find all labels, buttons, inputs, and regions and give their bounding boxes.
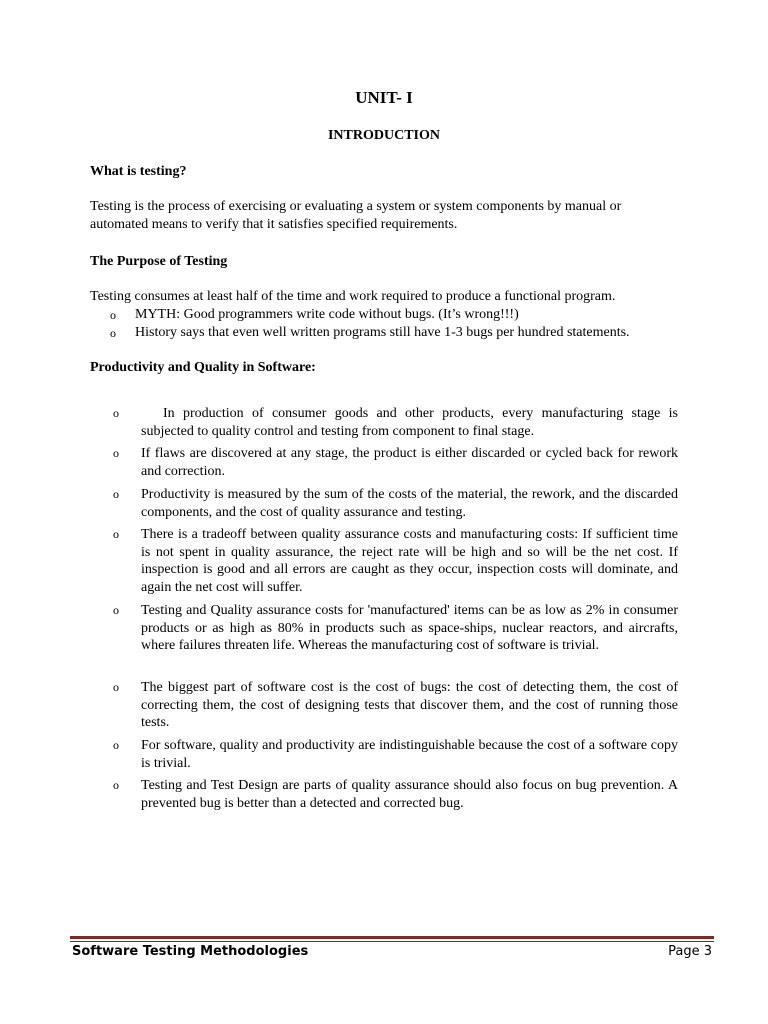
unit-title: UNIT- I bbox=[355, 88, 413, 107]
bullet-marker-icon: o bbox=[113, 778, 119, 792]
bullet-marker-icon: o bbox=[110, 308, 116, 322]
list-item bbox=[113, 526, 678, 596]
bullet-marker-icon: o bbox=[113, 527, 119, 541]
list-item bbox=[90, 324, 690, 342]
list-item bbox=[90, 306, 690, 324]
paragraph-testing-definition: Testing is the process of exercising or evaluating a system or system components by manual or automated means to verify that it satisfies specified requirements. bbox=[90, 199, 622, 232]
heading-purpose-of-testing: The Purpose of Testing bbox=[90, 254, 228, 269]
list-item-text: If flaws are discovered at any stage, the product is either discarded or cycled back for rework and correction. bbox=[141, 446, 678, 479]
list-item bbox=[113, 486, 678, 521]
list-item-text: MYTH: Good programmers write code without bugs. (It’s wrong!!!) bbox=[135, 307, 519, 322]
bullet-marker-icon: o bbox=[113, 738, 119, 752]
list-item bbox=[113, 679, 678, 732]
footer-divider-thin bbox=[70, 941, 714, 942]
list-item bbox=[113, 777, 678, 812]
bullet-marker-icon: o bbox=[113, 446, 119, 460]
bullet-marker-icon: o bbox=[110, 326, 116, 340]
bullet-marker-icon: o bbox=[113, 603, 119, 617]
heading-productivity-quality: Productivity and Quality in Software: bbox=[90, 360, 316, 375]
footer-page-number: Page 3 bbox=[668, 944, 712, 959]
list-item bbox=[113, 445, 678, 480]
list-item-text: Testing and Test Design are parts of quality assurance should also focus on bug prevention. A prevented bug is better than a detected and corrected bug. bbox=[141, 778, 678, 811]
chapter-title: INTRODUCTION bbox=[327, 128, 440, 143]
bullet-marker-icon: o bbox=[113, 680, 119, 694]
list-item-text: The biggest part of software cost is the cost of bugs: the cost of detecting them, the cost of correcting them, the cost of designing tests that discover them, and the cost of running those tests. bbox=[141, 680, 678, 730]
footer-document-title: Software Testing Methodologies bbox=[72, 944, 309, 959]
bullet-marker-icon: o bbox=[113, 487, 119, 501]
list-item bbox=[113, 405, 678, 440]
list-item bbox=[113, 737, 678, 772]
heading-what-is-testing: What is testing? bbox=[90, 164, 187, 179]
bullet-marker-icon: o bbox=[113, 406, 119, 420]
list-item-text: In production of consumer goods and other products, every manufacturing stage is subjected to quality control and testing from component to final stage. bbox=[141, 406, 678, 439]
purpose-bullet-list bbox=[90, 306, 690, 342]
list-item-text: Testing and Quality assurance costs for 'manufactured' items can be as low as 2% in consumer products or as high as 80% in products such as space-ships, nuclear reactors, and aircrafts, where failures threaten life. Whereas the manufacturing cost of software is trivial. bbox=[141, 603, 678, 653]
list-item bbox=[113, 602, 678, 655]
list-item-text: There is a tradeoff between quality assurance costs and manufacturing costs: If sufficient time is not spent in quality assurance, the reject rate will be high and so will be the net cost. If inspection is good and all errors are caught as they occur, inspection costs will dominate, and again the net cost will suffer. bbox=[141, 527, 678, 595]
paragraph-testing-effort: Testing consumes at least half of the time and work required to produce a functional program. bbox=[90, 289, 616, 304]
footer-divider bbox=[70, 936, 714, 939]
list-item-text: History says that even well written programs still have 1-3 bugs per hundred statements. bbox=[135, 325, 630, 340]
list-item-text: For software, quality and productivity are indistinguishable because the cost of a software copy is trivial. bbox=[141, 738, 678, 771]
list-item-text: Productivity is measured by the sum of the costs of the material, the rework, and the discarded components, and the cost of quality assurance and testing. bbox=[141, 487, 678, 520]
